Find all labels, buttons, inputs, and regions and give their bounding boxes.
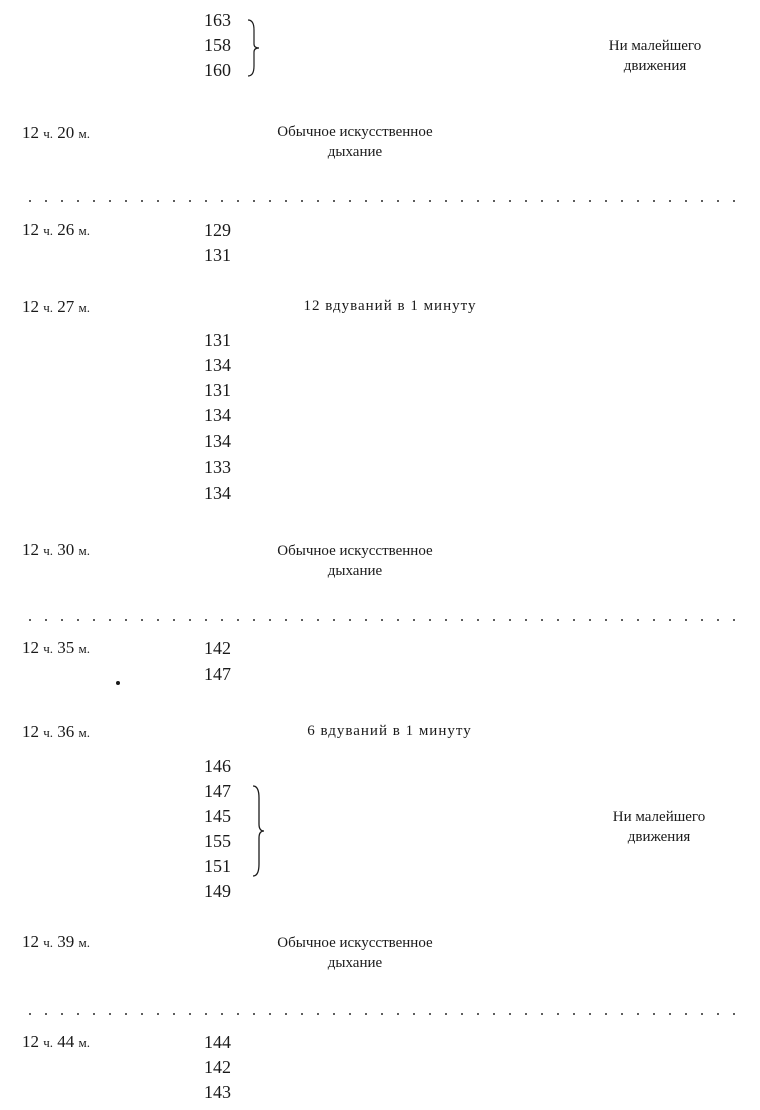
hours: 12 [22,220,39,239]
ink-speck [116,681,120,685]
pulse-value: 142 [204,1057,231,1077]
time-label [22,297,90,317]
pulse-value: 145 [204,806,231,826]
hours: 12 [22,540,39,559]
pulse-value: 134 [204,431,231,451]
pulse-value: 144 [204,1032,231,1052]
minutes: 36 [57,722,75,741]
pulse-value: 155 [204,831,231,851]
hours-unit: ч. [43,641,54,656]
pulse-value: 146 [204,756,231,776]
hours: 12 [22,297,39,316]
hours: 12 [22,932,39,951]
time-label [22,220,90,240]
remark-line: Ни малейшего [612,809,706,825]
pulse-value: 134 [204,483,231,503]
pulse-value: 147 [204,781,231,801]
phrase-line: дыхание [327,955,383,971]
minutes: 30 [57,540,75,559]
hours: 12 [22,123,39,142]
phrase-line: Обычное искусственное [277,124,433,140]
remark-line: движения [623,58,687,74]
pulse-value: 160 [204,60,231,80]
hours-unit: ч. [43,300,54,315]
minutes: 35 [57,638,75,657]
phrase-line: Обычное искусственное [277,543,433,559]
pulse-value: 134 [204,355,231,375]
hours-unit: ч. [43,126,54,141]
phrase [240,124,470,161]
minutes-unit: м. [78,543,91,558]
pulse-value: 134 [204,405,231,425]
minutes-unit: м. [78,1035,91,1050]
pulse-value: 151 [204,856,231,876]
minutes-unit: м. [78,725,91,740]
hours-unit: ч. [43,725,54,740]
time-label [22,932,90,952]
hours-unit: ч. [43,1035,54,1050]
phrase: 6 вдуваний в 1 минуту [307,723,472,739]
phrase-line: дыхание [327,563,383,579]
minutes: 20 [57,123,75,142]
grouping-brace [246,18,262,78]
minutes: 27 [57,297,75,316]
minutes-unit: м. [78,300,91,315]
minutes: 39 [57,932,75,951]
minutes-unit: м. [78,223,91,238]
pulse-value: 133 [204,457,231,477]
pulse-value: 131 [204,330,231,350]
remark [580,38,730,75]
time-label [22,1032,90,1052]
pulse-value: 131 [204,380,231,400]
dotted-separator [22,619,744,621]
hours-unit: ч. [43,223,54,238]
hours-unit: ч. [43,543,54,558]
hours: 12 [22,1032,39,1051]
minutes-unit: м. [78,126,91,141]
minutes-unit: м. [78,641,91,656]
dotted-separator [22,200,744,202]
pulse-value: 163 [204,10,231,30]
remark-line: движения [627,829,691,845]
remark [584,809,734,846]
phrase-line: дыхание [327,144,383,160]
phrase-line: Обычное искусственное [277,935,433,951]
phrase [240,935,470,972]
minutes-unit: м. [78,935,91,950]
remark-line: Ни малейшего [608,38,702,54]
phrase [240,543,470,580]
time-label [22,638,90,658]
pulse-value: 158 [204,35,231,55]
time-label [22,540,90,560]
hours: 12 [22,638,39,657]
minutes: 26 [57,220,75,239]
minutes: 44 [57,1032,75,1051]
pulse-value: 149 [204,881,231,901]
grouping-brace [250,784,268,878]
pulse-value: 143 [204,1082,231,1102]
pulse-value: 129 [204,220,231,240]
pulse-value: 131 [204,245,231,265]
time-label [22,123,90,143]
hours: 12 [22,722,39,741]
time-label [22,722,90,742]
pulse-value: 142 [204,638,231,658]
hours-unit: ч. [43,935,54,950]
dotted-separator [22,1013,744,1015]
phrase: 12 вдуваний в 1 минуту [303,298,477,314]
pulse-value: 147 [204,664,231,684]
